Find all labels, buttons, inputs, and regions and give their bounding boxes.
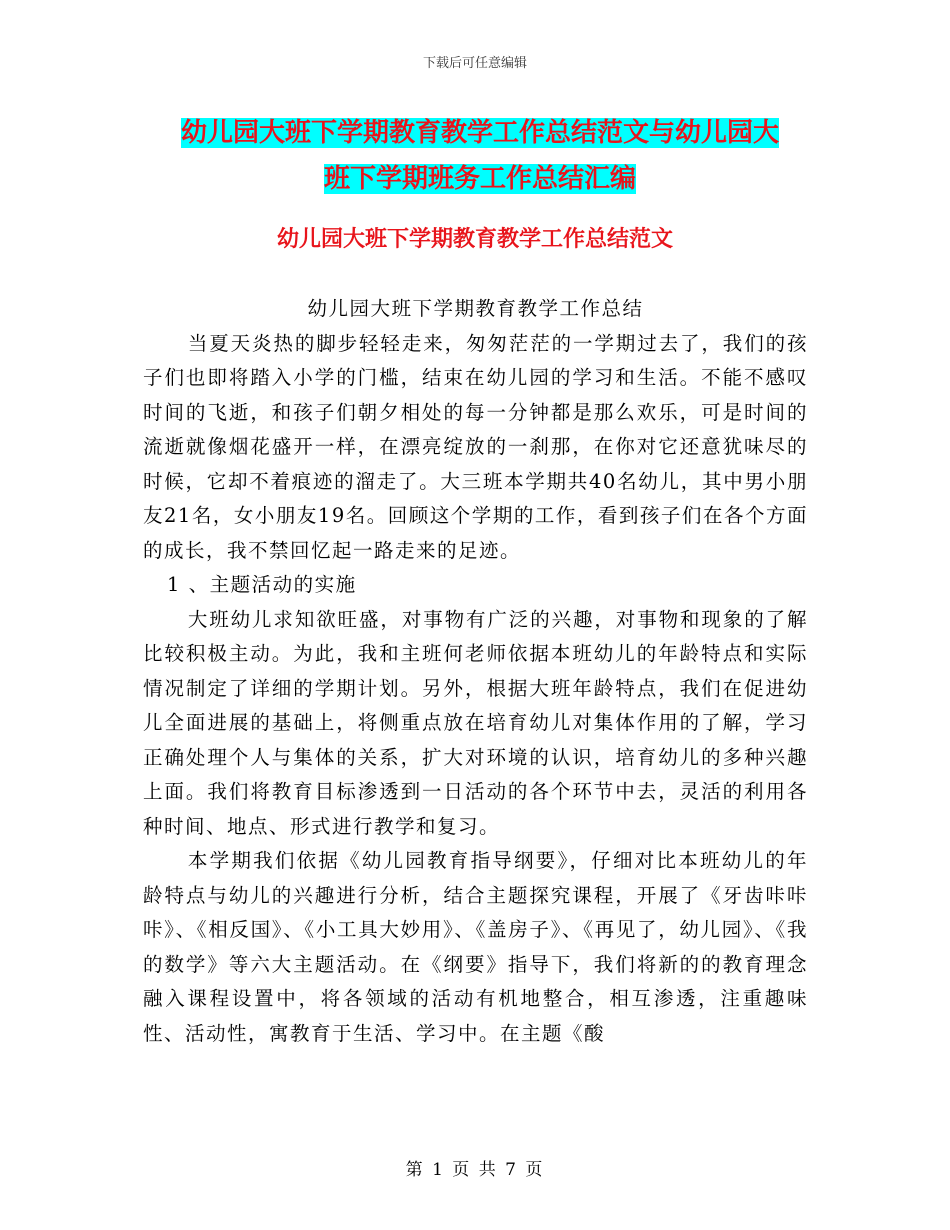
document-title-line-1: 幼儿园大班下学期教育教学工作总结范文与幼儿园大 bbox=[180, 118, 779, 148]
paragraph-intro: 当夏天炎热的脚步轻轻走来，匆匆茫茫的一学期过去了，我们的孩子们也即将踏入小学的门槛，结束在幼儿园的学习和生活。不能不感叹时间的飞逝，和孩子们朝夕相处的每一分钟都是那么欢乐，可是时间的流逝就像烟花盛开一样，在漂亮绽放的一刹那，在你对它还意犹味尽的时候，它却不着痕迹的溜走了。大三班本学期共40名幼儿，其中男小朋友21名，女小朋友19名。回顾这个学期的工作，看到孩子们在各个方面的成长，我不禁回忆起一路走来的足迹。 bbox=[143, 331, 808, 562]
list-item-heading: 1 、主题活动的实施 bbox=[167, 573, 357, 596]
section-title: 幼儿园大班下学期教育教学工作总结范文 bbox=[276, 227, 673, 252]
paragraph-planning: 大班幼儿求知欲旺盛，对事物有广泛的兴趣，对事物和现象的了解比较积极主动。为此，我和主班何老师依据本班幼儿的年龄特点和实际情况制定了详细的学期计划。另外，根据大班年龄特点，我们在促进幼儿全面进展的基础上，将侧重点放在培育幼儿对集体作用的了解，学习正确处理个人与集体的关系，扩大对环境的认识，培育幼儿的多种兴趣上面。我们将教育目标渗透到一日活动的各个环节中去，灵活的利用各种时间、地点、形式进行教学和复习。 bbox=[143, 607, 808, 838]
page-number: 第 1 页 共 7 页 bbox=[405, 1160, 545, 1180]
section-subtitle: 幼儿园大班下学期教育教学工作总结 bbox=[307, 297, 644, 320]
paragraph-themes: 本学期我们依据《幼儿园教育指导纲要》，仔细对比本班幼儿的年龄特点与幼儿的兴趣进行分析，结合主题探究课程，开展了《牙齿咔咔咔》、《相反国》、《小工具大妙用》、《盖房子》、《再见了，幼儿园》、《我的数学》等六大主题活动。在《纲要》指导下，我们将新的的教育理念融入课程设置中，将各领域的活动有机地整合，相互渗透，注重趣味性、活动性，寓教育于生活、学习中。在主题《酸 bbox=[143, 849, 808, 1045]
page-header-note: 下载后可任意编辑 bbox=[422, 56, 527, 71]
document-title bbox=[140, 110, 820, 202]
document-title-line-2: 班下学期班务工作总结汇编 bbox=[323, 164, 636, 194]
document-body bbox=[143, 292, 808, 1051]
